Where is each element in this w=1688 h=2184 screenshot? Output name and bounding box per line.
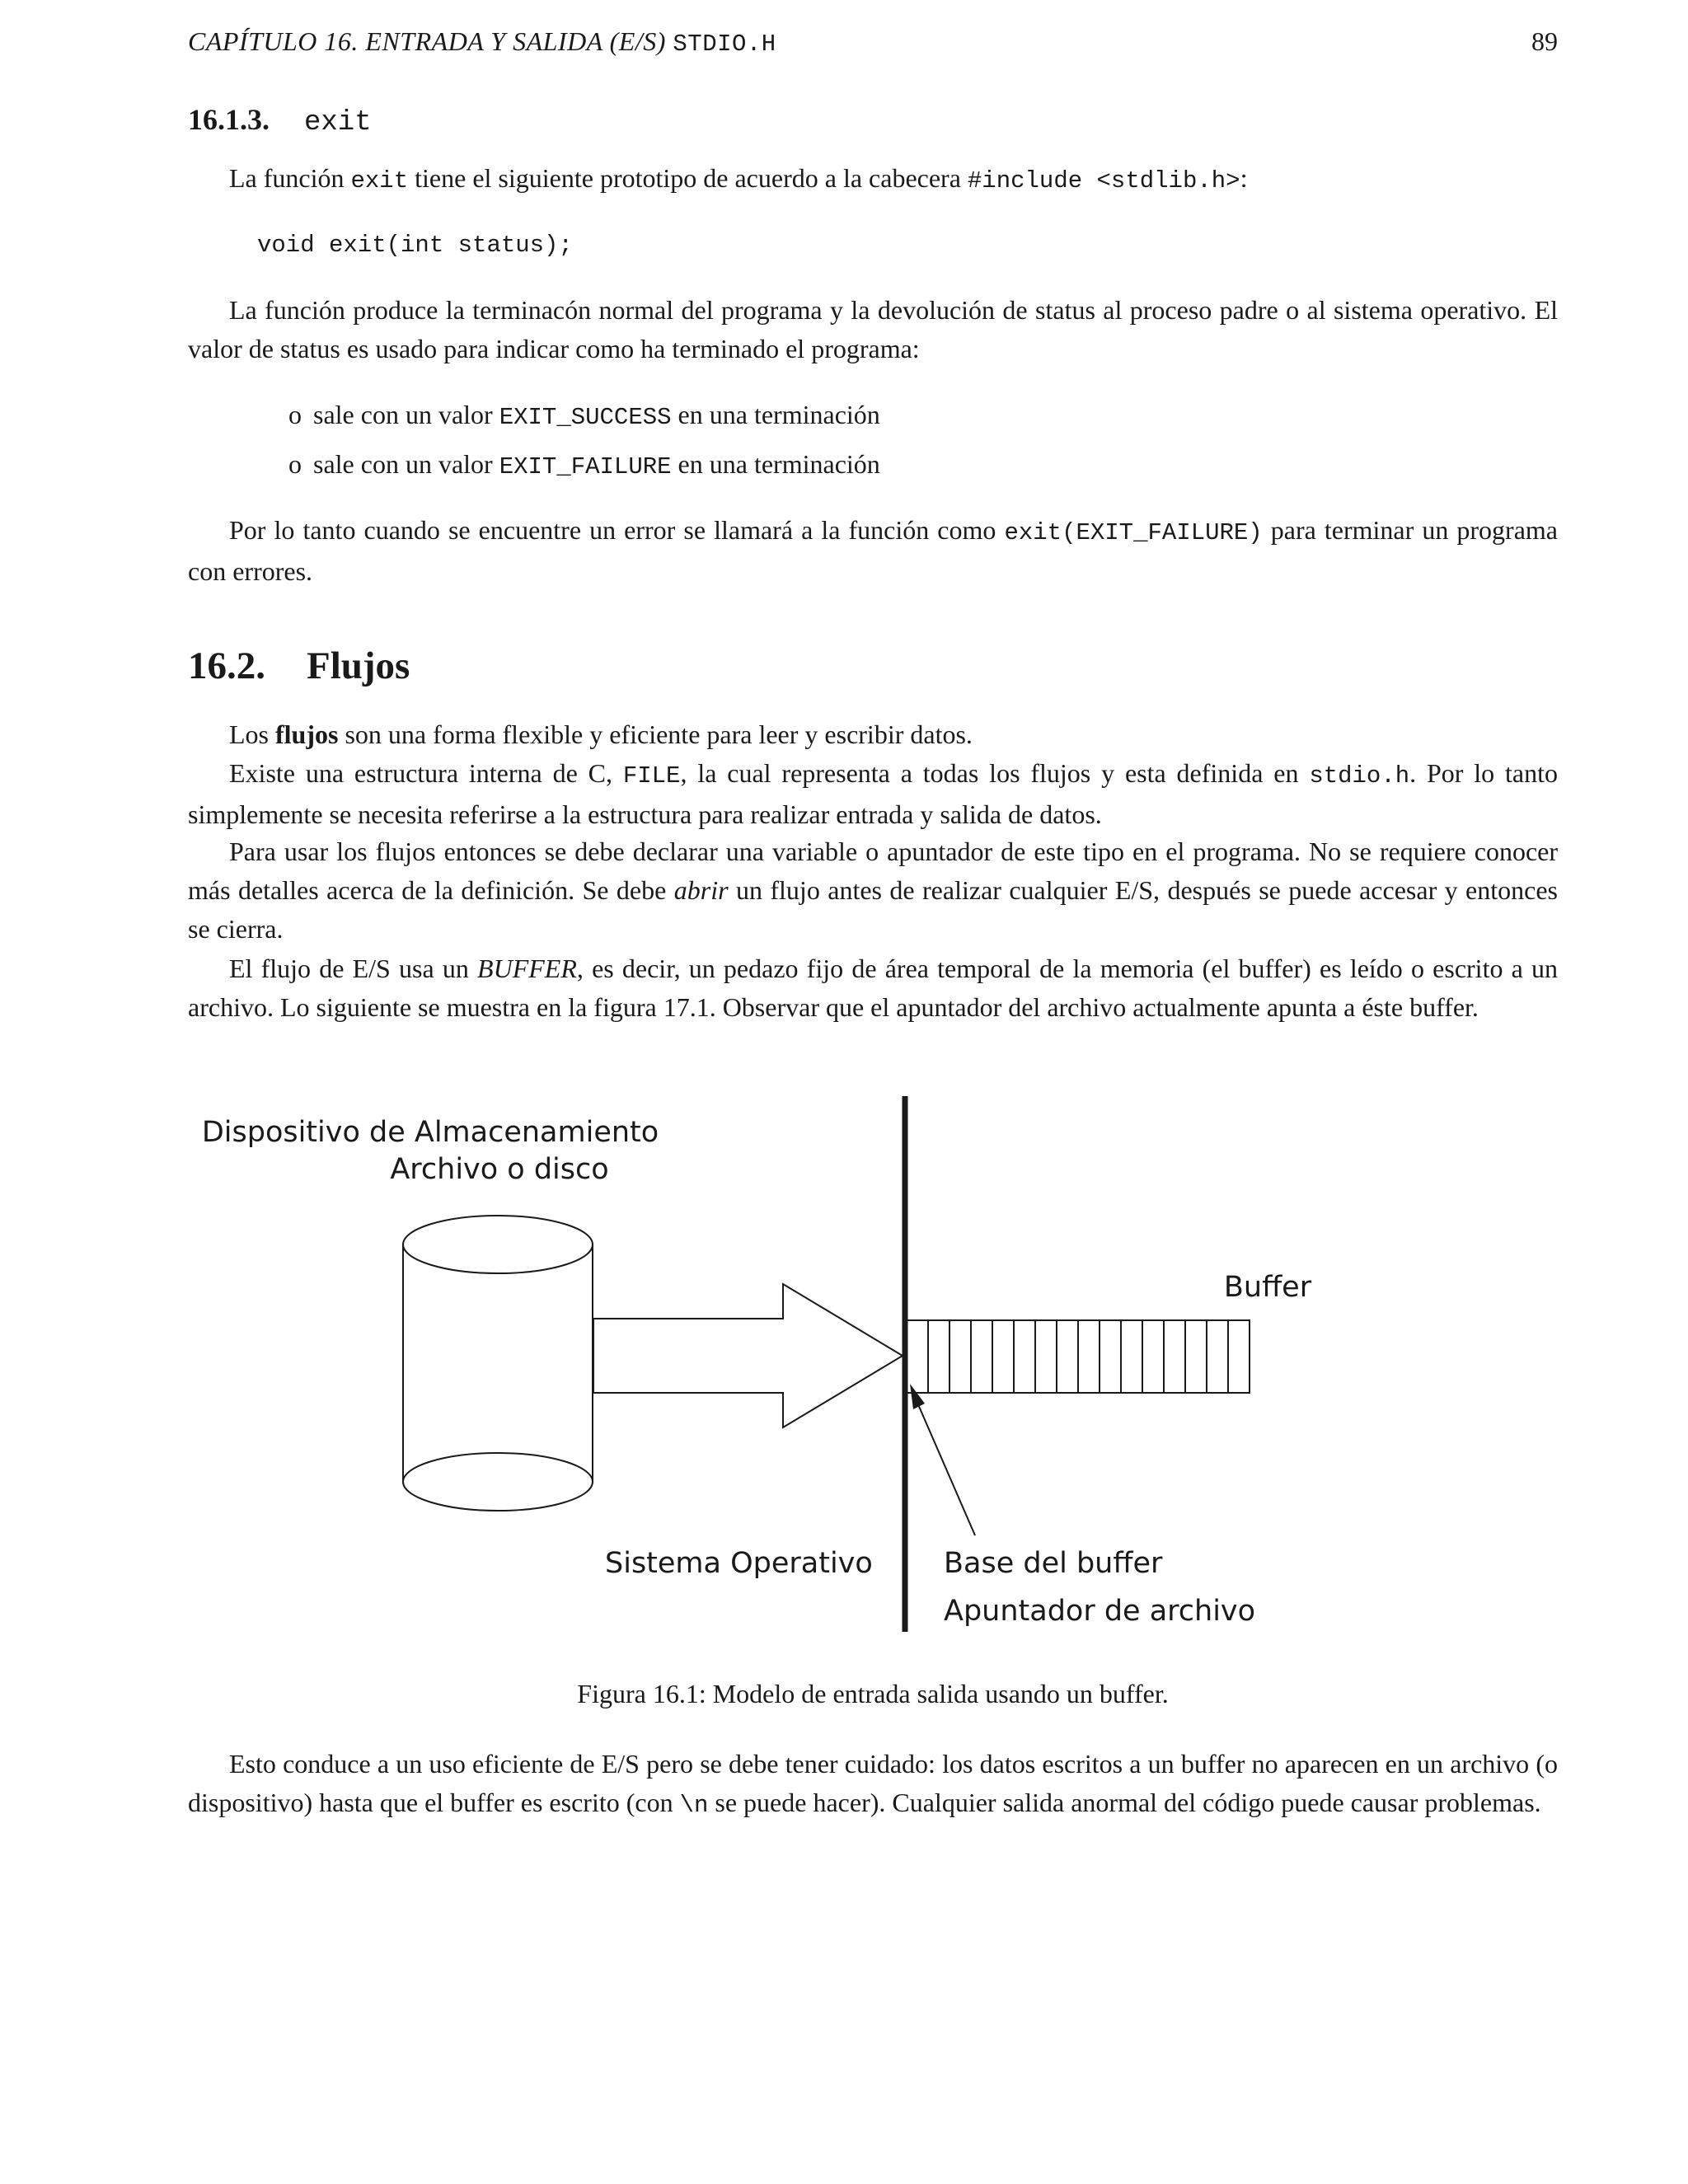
list-marker: o xyxy=(288,449,302,479)
text-run: en una terminación xyxy=(671,400,880,429)
section-heading xyxy=(188,641,410,691)
code-exit: exit xyxy=(350,167,409,194)
buffer-cell xyxy=(1164,1320,1185,1393)
paragraph-flujos-intro xyxy=(188,715,1558,754)
text-run: Por lo tanto cuando se encuentre un error se llamará a la función como xyxy=(229,515,1005,545)
code-newline: \n xyxy=(679,1792,709,1819)
buffer-cell xyxy=(1035,1320,1057,1393)
running-header xyxy=(188,25,1558,61)
text-run: Para usar los flujos entonces se debe declarar una variable o apuntador de este tipo en el programa. No se requiere conocer más detalles acerca de la definición. Se debe xyxy=(188,837,1558,905)
section-title: Flujos xyxy=(307,644,410,687)
paragraph-exit-description: La función produce la terminacón normal del programa y la devolución de status al proceso padre o al sistema operativo. El valor de status es usado para indicar como ha terminado el programa: xyxy=(188,295,1558,363)
buffer-cell xyxy=(950,1320,971,1393)
text-run: son una forma flexible y eficiente para leer y escribir datos. xyxy=(338,719,973,749)
subsection-number: 16.1.3. xyxy=(188,103,270,136)
text-run: La función xyxy=(229,163,351,193)
subsection-title: exit xyxy=(304,107,372,138)
storage-label-line1: Dispositivo de Almacenamiento xyxy=(201,1116,659,1149)
buffer-cell xyxy=(1185,1320,1207,1393)
buffer-cell xyxy=(1142,1320,1164,1393)
text-run: sale con un valor xyxy=(313,449,499,479)
paragraph-usar-flujos xyxy=(188,832,1558,949)
paragraph-buffer-warning xyxy=(188,1745,1558,1825)
buffer-array xyxy=(907,1320,1250,1393)
bold-term: flujos xyxy=(275,719,339,749)
list-marker: o xyxy=(288,400,302,429)
list-item xyxy=(288,396,880,445)
base-pointer-arrow xyxy=(910,1384,975,1535)
buffer-base-label: Base del buffer xyxy=(944,1547,1163,1580)
buffer-cell xyxy=(1121,1320,1142,1393)
list-item xyxy=(288,445,880,494)
paragraph-file-struct xyxy=(188,754,1558,834)
buffer-cell xyxy=(992,1320,1014,1393)
running-title-code: STDIO.H xyxy=(673,30,776,58)
code-exit-failure-call: exit(EXIT_FAILURE) xyxy=(1004,519,1263,546)
buffer-cell xyxy=(1057,1320,1078,1393)
buffer-cell xyxy=(1228,1320,1250,1393)
text-run: . Por lo tanto simplemente se necesita referirse a la estructura para realizar entrada y salida de datos. xyxy=(188,758,1559,829)
emphasis-buffer: BUFFER xyxy=(477,954,577,983)
buffer-cell xyxy=(1100,1320,1121,1393)
running-title-text: CAPÍTULO 16. ENTRADA Y SALIDA (E/S) xyxy=(188,26,666,56)
storage-label-line2: Archivo o disco xyxy=(390,1153,609,1186)
text-run: sale con un valor xyxy=(313,400,499,429)
page-number: 89 xyxy=(1531,26,1558,56)
figure-diagram xyxy=(201,1096,1475,1632)
text-run: : xyxy=(1240,163,1248,193)
code-exit-failure: EXIT_FAILURE xyxy=(499,453,672,480)
code-exit-success: EXIT_SUCCESS xyxy=(499,404,672,431)
text-run: Los xyxy=(229,719,275,749)
code-file: FILE xyxy=(622,762,681,790)
code-stdio: stdio.h xyxy=(1309,762,1410,790)
text-run: Esto conduce a un uso eficiente de E/S pero se debe tener cuidado: los datos escritos a un buffer no aparecen en un archivo (o dispositivo) hasta que el buffer es escrito (con xyxy=(188,1749,1558,1817)
text-run: , es decir, un pedazo fijo de área temporal de la memoria (el buffer) es leído o escrito a un archivo. Lo siguiente se muestra en la figura 17.1. Observar que el apuntador del archivo actualmente apunta a éste buffer. xyxy=(188,954,1559,1022)
section-number: 16.2. xyxy=(188,644,265,687)
disk-cylinder xyxy=(403,1216,593,1511)
buffer-label: Buffer xyxy=(1223,1271,1312,1304)
buffer-cell xyxy=(907,1320,928,1393)
os-label: Sistema Operativo xyxy=(605,1547,873,1580)
flow-arrow xyxy=(593,1284,903,1427)
buffer-cell xyxy=(1014,1320,1035,1393)
file-pointer-label: Apuntador de archivo xyxy=(944,1595,1256,1628)
text-run: un flujo antes de realizar cualquier E/S, después se puede accesar y entonces se cierra. xyxy=(188,875,1559,944)
paragraph-buffer xyxy=(188,949,1558,1027)
figure-buffer-model xyxy=(201,1096,1475,1632)
paragraph-exit-failure xyxy=(188,511,1558,591)
exit-status-list xyxy=(288,396,880,494)
text-run: tiene el siguiente prototipo de acuerdo a la cabecera xyxy=(408,163,968,193)
figure-caption: Figura 16.1: Modelo de entrada salida usando un buffer. xyxy=(577,1679,1169,1708)
code-prototype: void exit(int status); xyxy=(257,232,573,259)
buffer-cell xyxy=(971,1320,992,1393)
subsection-heading xyxy=(188,101,372,142)
paragraph-exit-prototype xyxy=(188,159,1558,200)
buffer-cell xyxy=(928,1320,950,1393)
text-run: para terminar un programa con errores. xyxy=(188,515,1559,586)
text-run: , la cual representa a todas los flujos y esta definida en xyxy=(680,758,1310,788)
text-run: El flujo de E/S usa un xyxy=(229,954,478,983)
code-include: #include <stdlib.h> xyxy=(967,167,1240,194)
text-run: en una terminación xyxy=(671,449,880,479)
text-run: Existe una estructura interna de C, xyxy=(229,758,623,788)
running-title xyxy=(188,25,776,61)
buffer-cell xyxy=(1078,1320,1100,1393)
text-run: se puede hacer). Cualquier salida anormal del código puede causar problemas. xyxy=(708,1788,1541,1817)
buffer-cell xyxy=(1207,1320,1228,1393)
emphasis-abrir: abrir xyxy=(673,875,729,905)
